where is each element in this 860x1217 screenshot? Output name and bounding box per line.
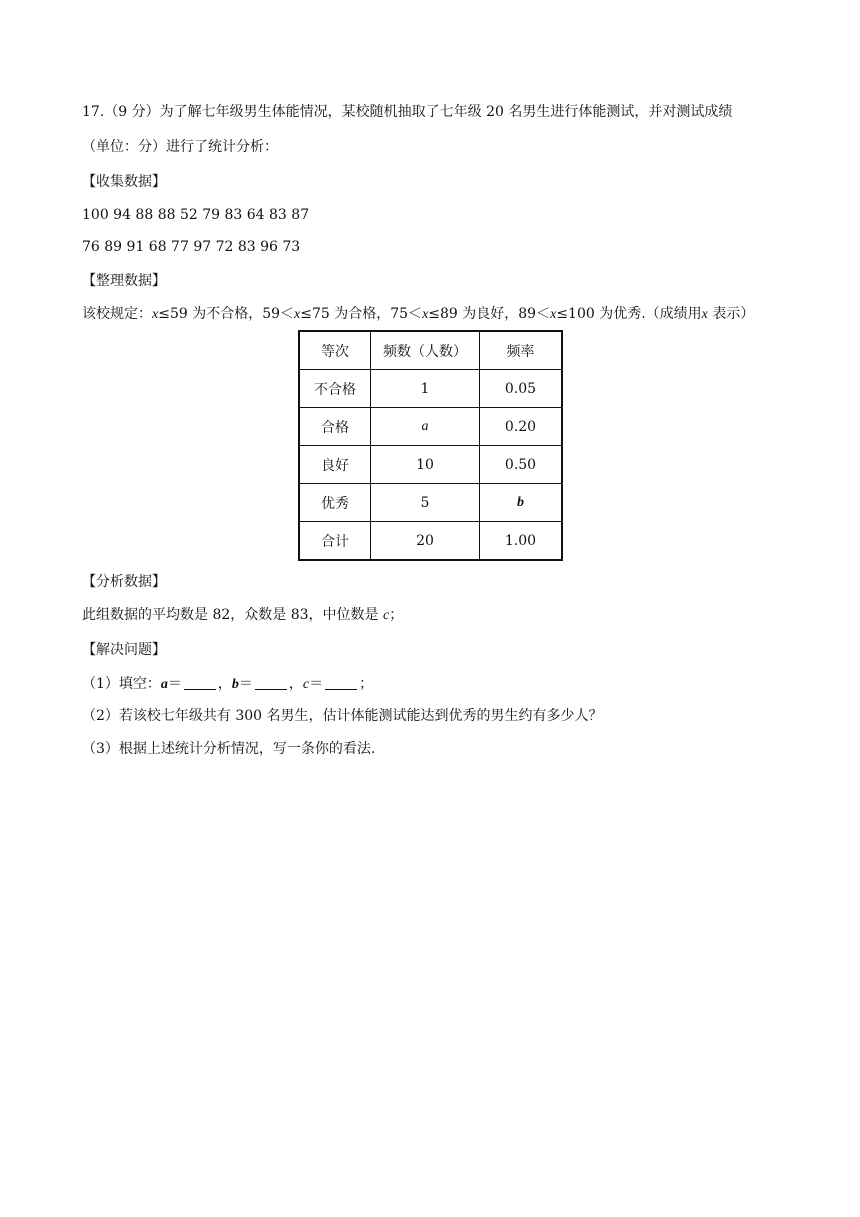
- table-cell: b: [480, 484, 563, 522]
- rule-part6: 表示）: [707, 306, 755, 322]
- blank-c[interactable]: [325, 675, 357, 690]
- table-cell: 5: [371, 484, 480, 522]
- q1-eq-b: ＝: [238, 676, 253, 692]
- rule-part4: ≤89 为良好，89＜: [428, 306, 551, 322]
- table-cell: 良好: [299, 446, 371, 484]
- header-cell: 频数（人数）: [371, 331, 480, 370]
- rule-var-x1: x: [152, 307, 159, 322]
- header-cell: 频率: [480, 331, 563, 370]
- analyze-text: [82, 605, 403, 626]
- median-var-c: c: [382, 608, 390, 623]
- q1-end: ；: [359, 676, 374, 692]
- solve-heading: 【解决问题】: [82, 642, 166, 658]
- table-row: [299, 522, 562, 561]
- q1-prefix: （1）填空：: [82, 676, 161, 692]
- grading-rule: [82, 304, 754, 325]
- q1-eq-a: ＝: [167, 676, 182, 692]
- collect-data-row1: 100 94 88 88 52 79 83 64 83 87: [82, 207, 310, 223]
- organize-heading: 【整理数据】: [82, 273, 166, 289]
- q1-eq-c: ＝: [309, 676, 324, 692]
- table-cell: 合计: [299, 522, 371, 561]
- rule-part2: ≤59 为不合格，59＜: [158, 306, 295, 322]
- table-cell: 0.50: [480, 446, 563, 484]
- analyze-heading: 【分析数据】: [82, 574, 166, 590]
- q1-sep-1: ，: [217, 676, 232, 692]
- frequency-table: [298, 330, 563, 561]
- q1-var-c: c: [302, 677, 310, 692]
- blank-a[interactable]: [184, 675, 216, 690]
- table-cell: 0.05: [480, 370, 563, 408]
- rule-part1: 该校规定：: [82, 306, 152, 322]
- q1-sep-2: ，: [288, 676, 303, 692]
- table-cell: 1: [371, 370, 480, 408]
- table-header-row: [299, 331, 562, 370]
- table-cell: 0.20: [480, 408, 563, 446]
- question-1: [82, 674, 373, 695]
- analyze-end: ；: [389, 607, 404, 623]
- rule-var-x2: x: [294, 307, 301, 322]
- problem-intro-line1: 17.（9 分）为了解七年级男生体能情况，某校随机抽取了七年级 20 名男生进行体能测试，并对测试成绩: [82, 104, 733, 120]
- header-cell: 等次: [299, 331, 371, 370]
- rule-var-x3: x: [422, 307, 429, 322]
- table-row: [299, 484, 562, 522]
- question-2: （2）若该校七年级共有 300 名男生，估计体能测试能达到优秀的男生约有多少人？: [82, 708, 603, 724]
- q1-var-b: b: [231, 677, 239, 692]
- problem-intro-line2: （单位：分）进行了统计分析：: [82, 139, 278, 155]
- table-cell: 10: [371, 446, 480, 484]
- table-cell: a: [371, 408, 480, 446]
- analyze-sentence: 此组数据的平均数是 82，众数是 83，中位数是: [82, 607, 379, 623]
- table-row: [299, 446, 562, 484]
- q1-var-a: a: [160, 677, 168, 692]
- collect-data-row2: 76 89 91 68 77 97 72 83 96 73: [82, 239, 301, 255]
- rule-var-x4: x: [550, 307, 557, 322]
- rule-part3: ≤75 为合格，75＜: [300, 306, 423, 322]
- rule-part5: ≤100 为优秀.（成绩用: [556, 306, 702, 322]
- table-row: [299, 408, 562, 446]
- table-cell: 1.00: [480, 522, 563, 561]
- table-cell: 不合格: [299, 370, 371, 408]
- question-3: （3）根据上述统计分析情况，写一条你的看法.: [82, 741, 376, 757]
- table-cell: 优秀: [299, 484, 371, 522]
- blank-b[interactable]: [255, 675, 287, 690]
- collect-heading: 【收集数据】: [82, 174, 166, 190]
- table-cell: 合格: [299, 408, 371, 446]
- rule-var-x5: x: [701, 307, 708, 322]
- table-row: [299, 370, 562, 408]
- table-cell: 20: [371, 522, 480, 561]
